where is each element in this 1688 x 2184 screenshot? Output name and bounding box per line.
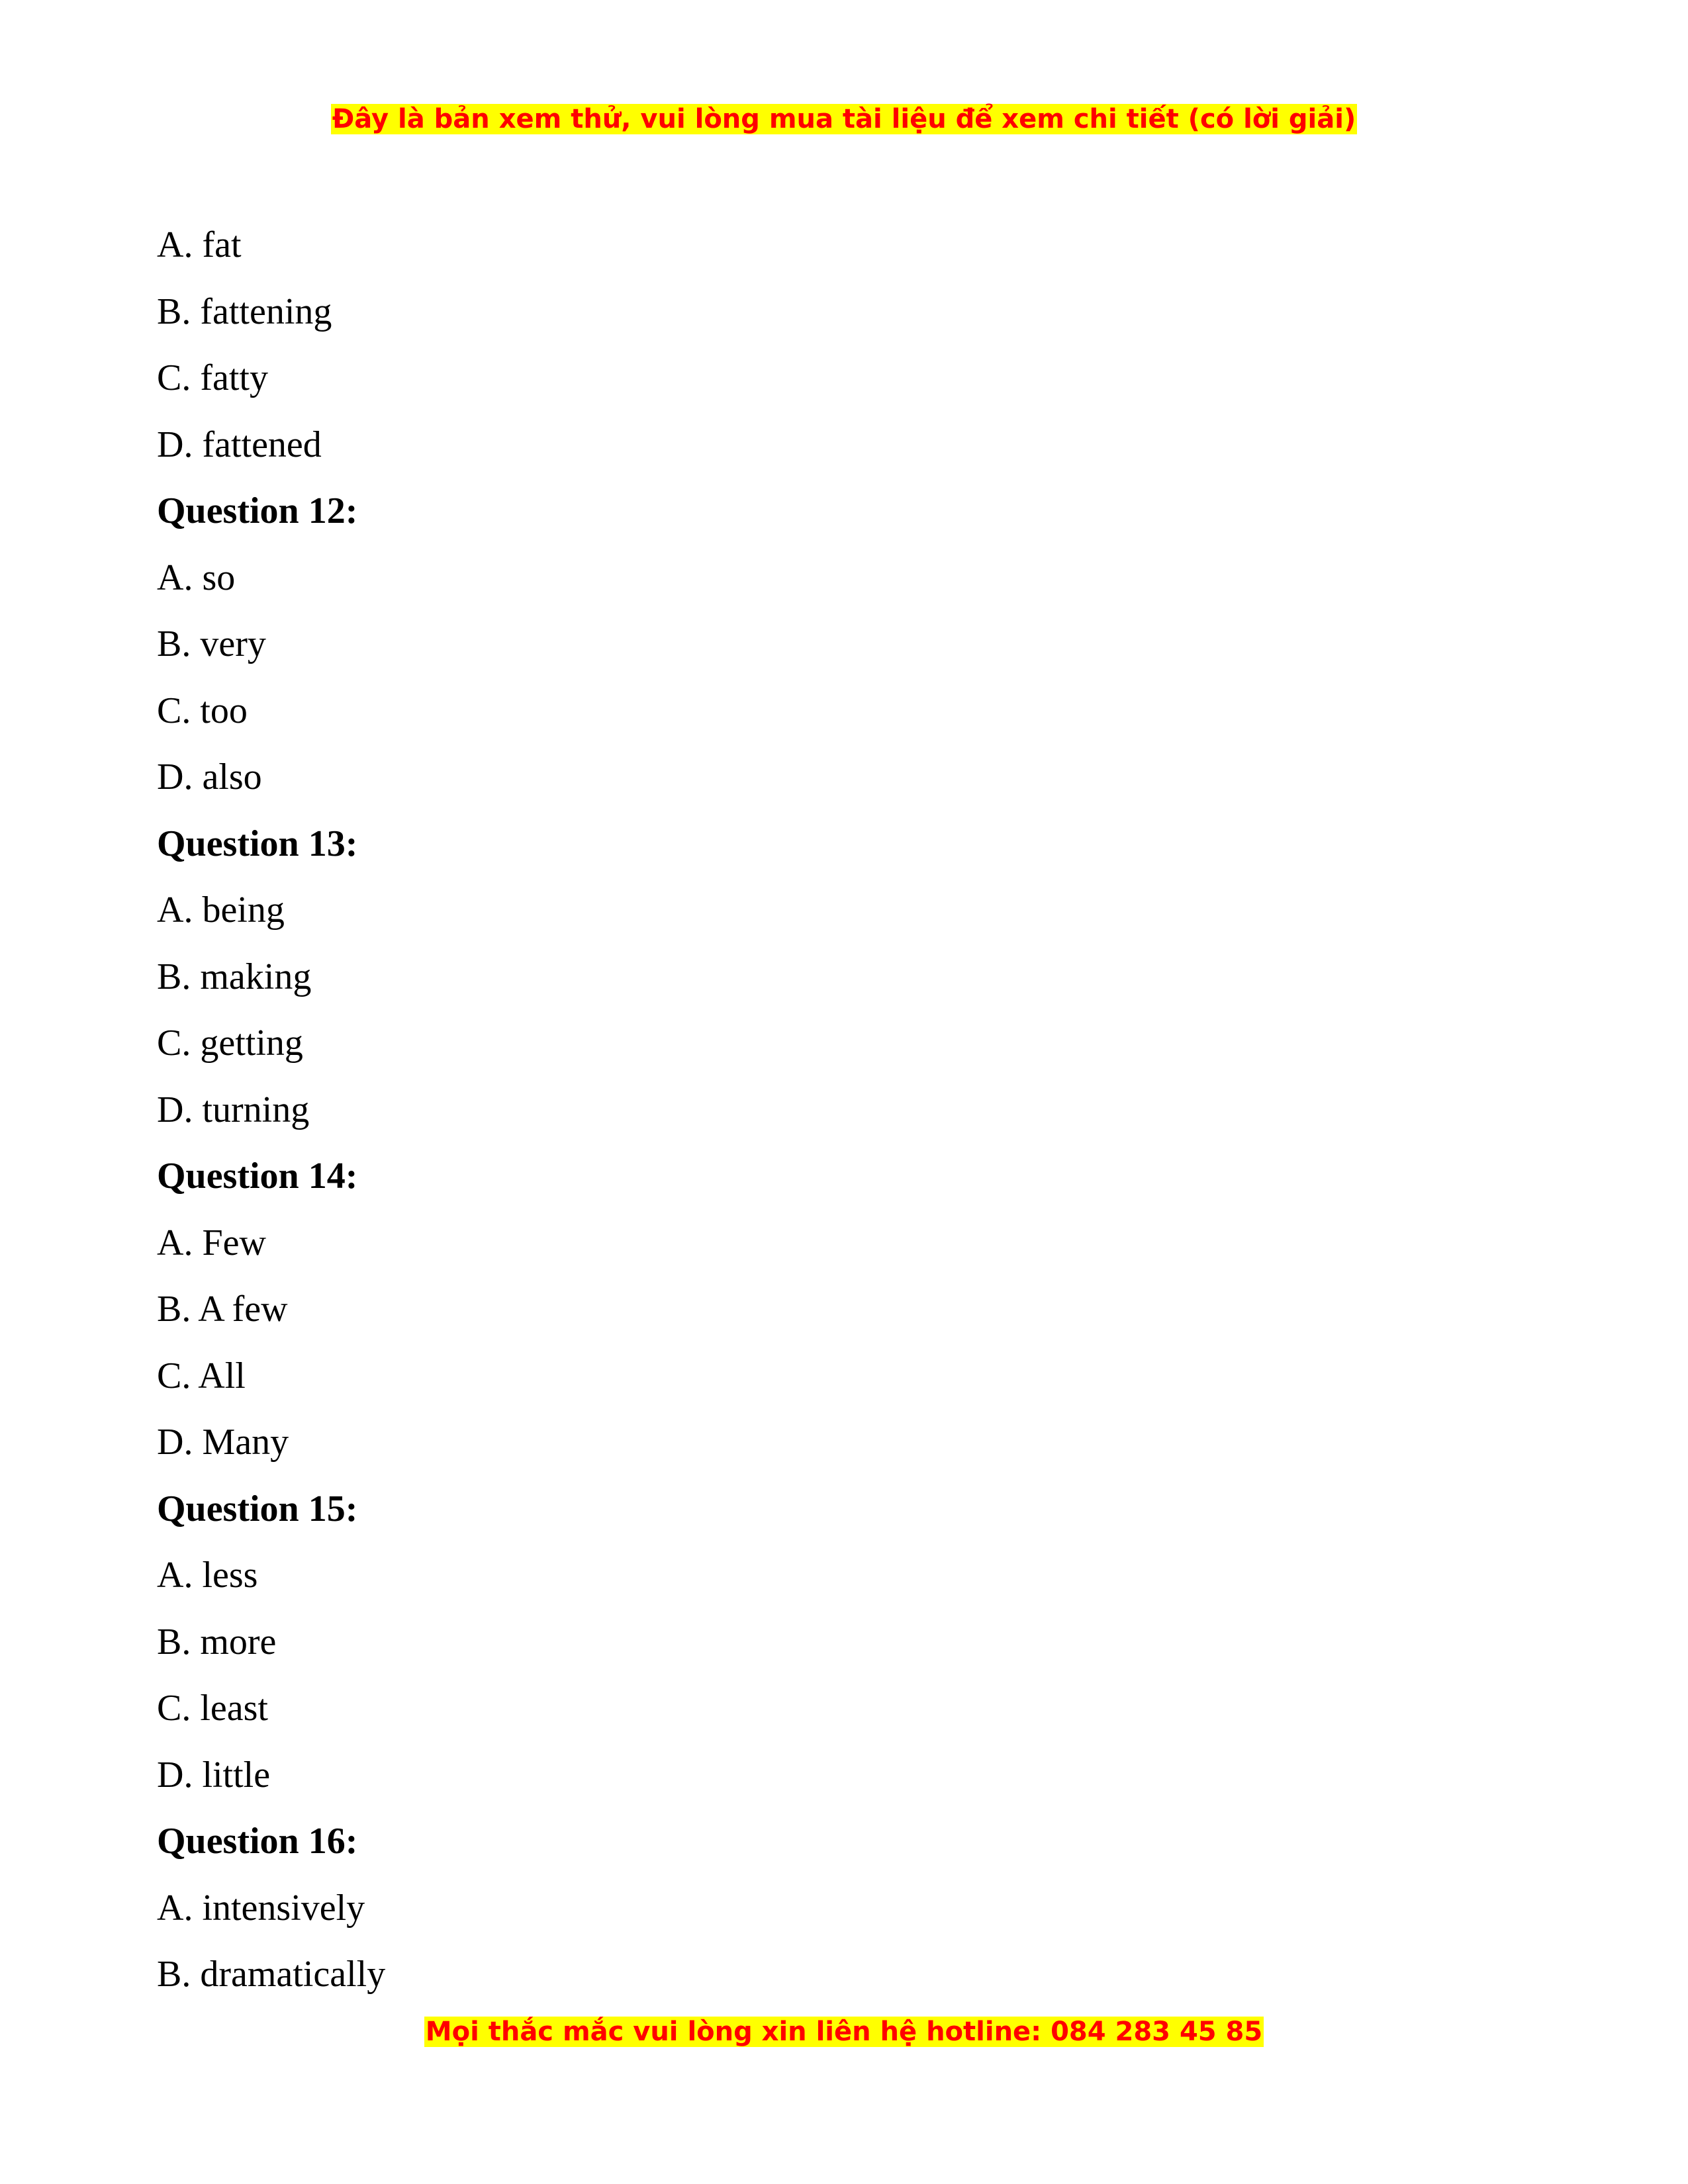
answer-option: A. less: [157, 1555, 258, 1596]
answer-option: C. fatty: [157, 357, 268, 398]
answer-option: B. dramatically: [157, 1954, 386, 1995]
question-heading: Question 12:: [157, 490, 358, 531]
answer-option: C. least: [157, 1688, 268, 1729]
hotline-banner: [0, 2012, 1688, 2052]
answer-option: B. very: [157, 623, 266, 664]
answer-option: D. also: [157, 756, 262, 797]
question-heading: Question 14:: [157, 1156, 358, 1197]
answer-option: D. little: [157, 1754, 271, 1796]
answer-option: B. fattening: [157, 291, 332, 332]
answer-option: A. fat: [157, 224, 242, 265]
question-heading: Question 13:: [157, 823, 358, 864]
answer-option: A. Few: [157, 1222, 266, 1263]
document-body: [157, 212, 1547, 2008]
answer-option: C. getting: [157, 1023, 303, 1064]
preview-notice-banner: [0, 99, 1688, 139]
question-heading: Question 16:: [157, 1821, 358, 1862]
preview-notice-text: Đây là bản xem thử, vui lòng mua tài liệu để xem chi tiết (có lời giải): [332, 104, 1356, 134]
answer-option: D. turning: [157, 1089, 310, 1130]
answer-option: D. fattened: [157, 424, 322, 465]
answer-option: D. Many: [157, 1422, 289, 1463]
answer-option: A. intensively: [157, 1887, 365, 1929]
answer-option: C. All: [157, 1355, 246, 1396]
answer-option: B. more: [157, 1621, 277, 1662]
answer-option: C. too: [157, 690, 248, 731]
answer-option: A. being: [157, 889, 285, 931]
answer-option: A. so: [157, 557, 236, 598]
answer-option: B. A few: [157, 1289, 288, 1330]
hotline-text: Mọi thắc mắc vui lòng xin liên hệ hotline: 084 283 45 85: [425, 2017, 1263, 2047]
question-heading: Question 15:: [157, 1488, 358, 1529]
answer-option: B. making: [157, 956, 312, 997]
